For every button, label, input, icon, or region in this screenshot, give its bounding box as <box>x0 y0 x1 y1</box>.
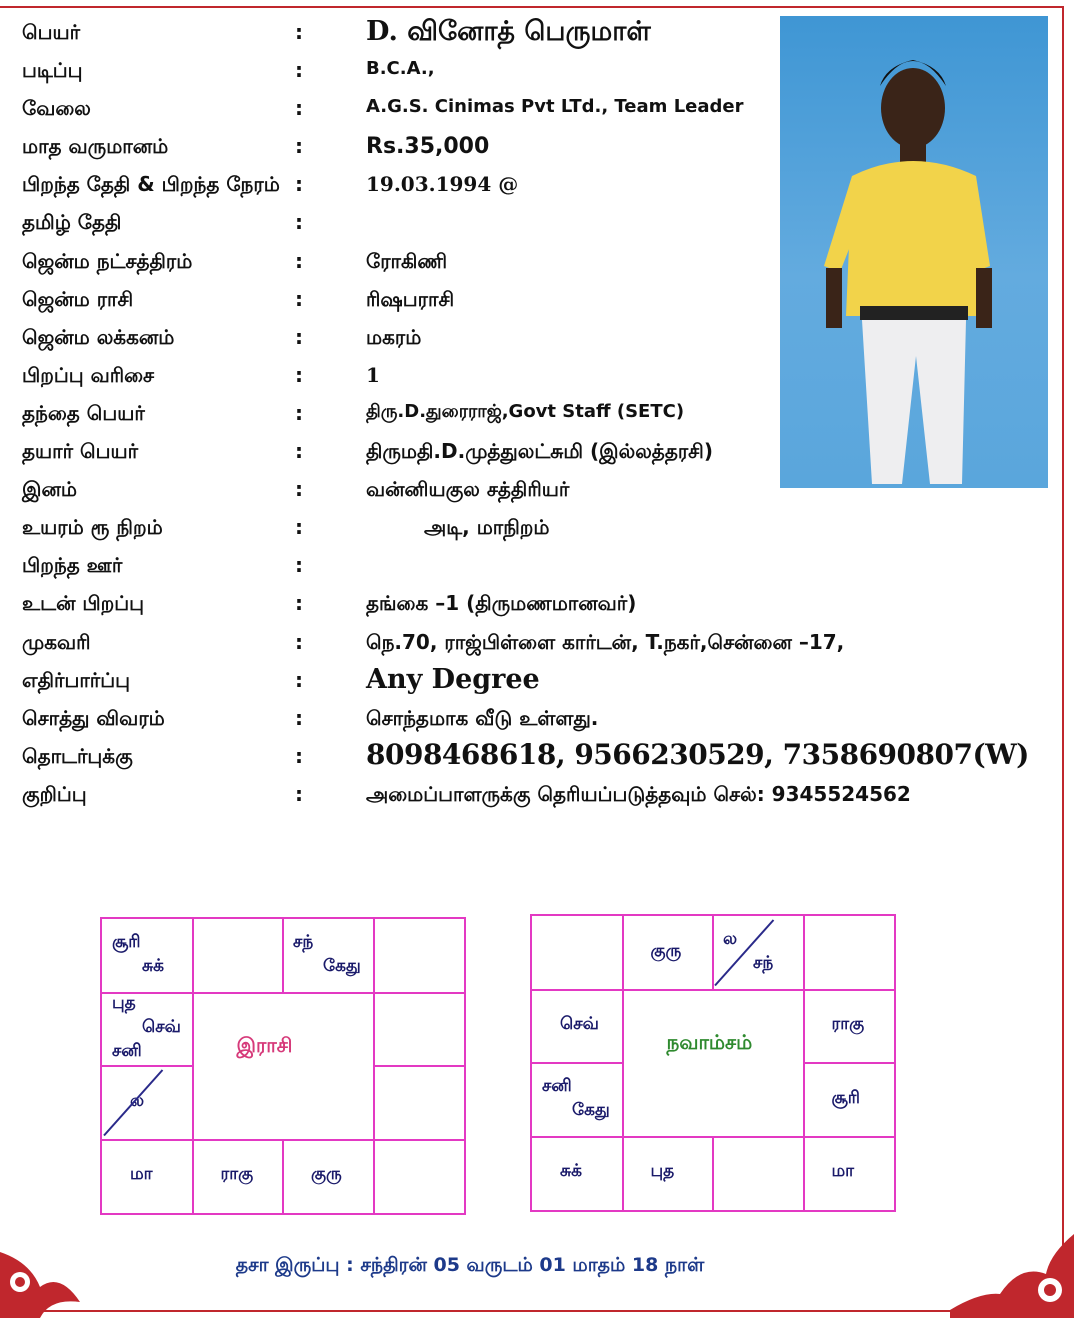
chart-planet-label: புத <box>650 1161 675 1182</box>
field-label: பிறந்த தேதி & பிறந்த நேரம் <box>22 172 280 197</box>
profile-row <box>22 664 1022 702</box>
field-value: தங்கை –1 (திருமணமானவர்) <box>366 591 637 616</box>
field-label: சொத்து விவரம் <box>22 705 165 730</box>
field-label: பிறப்பு வரிசை <box>22 362 155 387</box>
field-label: குறிப்பு <box>22 781 87 806</box>
frame-bottom-border <box>0 1310 1064 1312</box>
chart-planet-label: குரு <box>650 940 682 961</box>
chart-grid-line <box>532 1136 894 1138</box>
chart-grid-line <box>374 1065 465 1067</box>
field-colon: : <box>295 400 303 425</box>
frame-right-border <box>1062 6 1064 1306</box>
chart-grid-line <box>102 992 464 994</box>
field-colon: : <box>295 172 303 197</box>
profile-photo <box>780 16 1048 488</box>
chart-planet-label: புத <box>112 993 136 1014</box>
field-label: ஜென்ம ராசி <box>22 286 134 311</box>
field-label: ஜென்ம லக்கனம் <box>22 324 175 349</box>
floral-corner-right-icon <box>950 1234 1074 1318</box>
field-value: நெ.70, ராஜ்பிள்ளை கார்டன், T.நகர்,சென்னை –17, <box>366 629 845 654</box>
profile-row <box>22 549 1022 587</box>
chart-planet-label: குரு <box>311 1164 342 1185</box>
field-colon: : <box>295 667 303 692</box>
chart-grid-line <box>282 1140 284 1214</box>
chart-planet-label: கேது <box>323 955 361 976</box>
field-value: ரிஷபராசி <box>366 286 455 311</box>
chart-planet-label: சனி <box>542 1075 572 1096</box>
profile-row <box>22 587 1022 625</box>
chart-planet-label: சுக் <box>142 955 164 976</box>
field-value: Any Degree <box>366 663 540 695</box>
person-figure-icon <box>780 16 1048 488</box>
frame-top-border <box>0 6 1062 8</box>
field-value: B.C.A., <box>366 58 435 80</box>
field-value: திரு.D.துரைராஜ்,Govt Staff (SETC) <box>366 400 685 422</box>
field-label: ஜென்ம நட்சத்திரம் <box>22 248 193 273</box>
chart-planet-label: சனி <box>112 1041 142 1062</box>
field-colon: : <box>295 781 303 806</box>
profile-row <box>22 737 1029 778</box>
chart-diagonal-line <box>102 1066 193 1140</box>
chart-diagonal-line <box>713 916 804 990</box>
field-label: தொடர்புக்கு <box>22 743 133 768</box>
field-value: மகரம் <box>366 324 422 349</box>
field-colon: : <box>295 439 303 464</box>
chart-planet-label: ல <box>130 1090 145 1111</box>
field-colon: : <box>295 248 303 273</box>
chart-planet-label: ராகு <box>220 1164 254 1185</box>
chart-grid-line <box>532 1062 623 1064</box>
field-colon: : <box>295 20 303 44</box>
field-colon: : <box>295 705 303 730</box>
field-label: பிறந்த ஊர் <box>22 553 123 578</box>
field-colon: : <box>295 591 303 616</box>
field-label: உடன் பிறப்பு <box>22 591 145 616</box>
profile-row <box>22 511 1022 549</box>
chart-grid-line <box>282 919 284 993</box>
field-value: Rs.35,000 <box>366 134 490 160</box>
field-value: ரோகிணி <box>366 248 448 273</box>
profile-row <box>22 626 1022 664</box>
chart-planet-label: சூரி <box>112 931 141 952</box>
chart-planet-label: செவ் <box>142 1017 181 1038</box>
chart-planet-label: சந் <box>293 931 314 952</box>
floral-corner-left-icon <box>0 1232 100 1318</box>
chart-title: இராசி <box>236 1032 293 1057</box>
field-label: தந்தை பெயர் <box>22 400 145 425</box>
field-label: மாத வருமானம் <box>22 134 169 159</box>
field-value: சொந்தமாக வீடு உள்ளது. <box>366 705 599 730</box>
field-colon: : <box>295 477 303 502</box>
profile-row <box>22 702 1022 740</box>
dasa-text: தசா இருப்பு : சந்திரன் 05 வருடம் 01 மாதம் 18 நாள் <box>235 1254 705 1276</box>
field-label: பெயர் <box>22 20 81 44</box>
field-colon: : <box>295 210 303 235</box>
field-value: திருமதி.D.முத்துலட்சுமி (இல்லத்தரசி) <box>366 439 713 464</box>
field-colon: : <box>295 629 303 654</box>
field-value: A.G.S. Cinimas Pvt LTd., Team Leader <box>366 96 744 118</box>
field-label: எதிர்பார்ப்பு <box>22 667 130 692</box>
field-label: தயார் பெயர் <box>22 439 139 464</box>
profile-row <box>22 778 1022 816</box>
chart-planet-label: ராகு <box>831 1014 865 1035</box>
field-label: உயரம் ரூ நிறம் <box>22 515 163 540</box>
chart-planet-label: ல <box>723 928 738 949</box>
field-label: முகவரி <box>22 629 91 654</box>
navamsam-chart <box>530 914 896 1212</box>
chart-grid-line <box>804 1062 895 1064</box>
field-value: 19.03.1994 @ <box>366 172 519 197</box>
chart-planet-label: மா <box>130 1164 153 1185</box>
field-colon: : <box>295 553 303 578</box>
chart-planet-label: சந் <box>753 952 774 973</box>
chart-planet-label: கேது <box>572 1099 610 1120</box>
rasi-chart <box>100 917 466 1215</box>
field-value: 1 <box>366 362 380 387</box>
chart-planet-label: சுக் <box>560 1161 582 1182</box>
field-colon: : <box>295 286 303 311</box>
field-value: அமைப்பாளருக்கு தெரியப்படுத்தவும் செல்: 9345524562 <box>366 781 911 806</box>
field-value: 8098468618, 9566230529, 7358690807(W) <box>366 737 1029 771</box>
field-colon: : <box>295 96 303 121</box>
field-colon: : <box>295 134 303 159</box>
field-colon: : <box>295 324 303 349</box>
field-colon: : <box>295 743 303 768</box>
field-colon: : <box>295 362 303 387</box>
field-value: வன்னியகுல சத்திரியர் <box>366 477 570 502</box>
chart-title: நவாம்சம் <box>666 1029 753 1054</box>
field-colon: : <box>295 515 303 540</box>
field-label: இனம் <box>22 477 77 502</box>
field-label: வேலை <box>22 96 91 121</box>
chart-planet-label: செவ் <box>560 1014 599 1035</box>
field-colon: : <box>295 58 303 83</box>
field-value: D. வினோத் பெருமாள் <box>366 16 651 47</box>
chart-grid-line <box>712 1137 714 1211</box>
field-value: அடி, மாநிறம் <box>424 515 550 540</box>
field-label: படிப்பு <box>22 58 83 83</box>
chart-planet-label: சூரி <box>831 1087 861 1108</box>
chart-planet-label: மா <box>831 1161 855 1182</box>
field-label: தமிழ் தேதி <box>22 210 122 235</box>
